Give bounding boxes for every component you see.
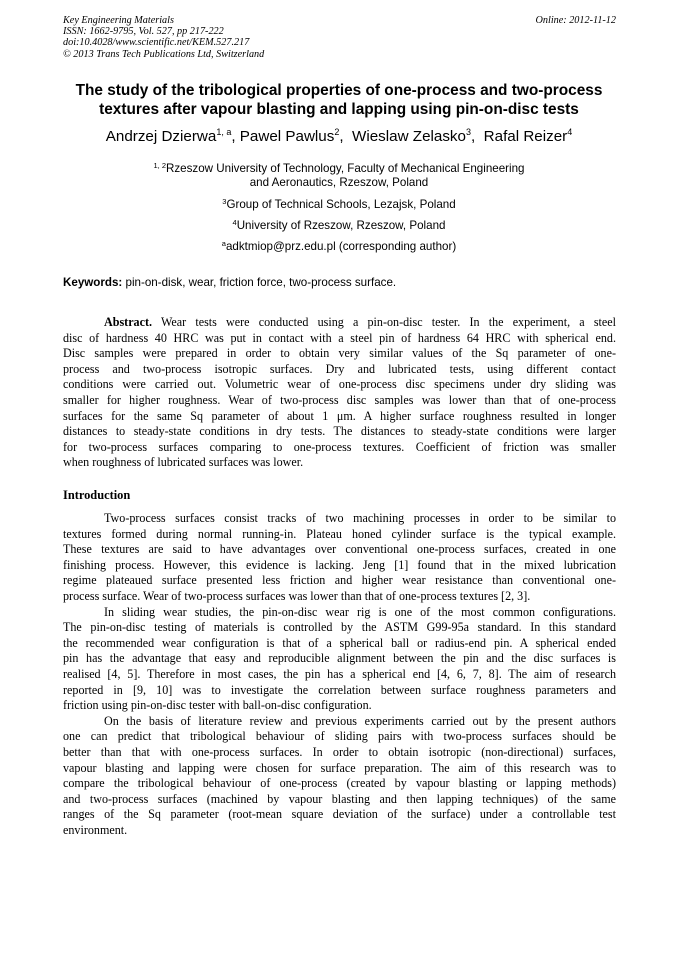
journal-copyright: © 2013 Trans Tech Publications Ltd, Switzerland — [63, 48, 265, 60]
corresponding-email — [55, 240, 623, 254]
affiliation-mark: 1, 2 — [153, 161, 166, 170]
abstract-line: for two-process surfaces comparing to one-process textures. Coefficient of friction was smaller — [63, 439, 616, 454]
title-line-2: textures after vapour blasting and lapping using pin-on-disc tests — [99, 101, 579, 118]
keywords-label: Keywords: — [63, 276, 123, 289]
paragraph-line: textures formed during normal running-in. Plateau honed cylinder surface is the typical example. — [63, 526, 616, 541]
title-line-1: The study of the tribological properties of one-process and two-process — [75, 82, 603, 99]
affiliation-1-2 — [55, 162, 623, 190]
paragraph-line: ranges of the Sq parameter (root-mean square deviation of the surface) under a controllable test — [63, 807, 616, 822]
paragraph-line: In sliding wear studies, the pin-on-disc wear rig is one of the most common configurations. — [104, 604, 616, 619]
affiliation-text: Rzeszow University of Technology, Faculty of Mechanical Engineering — [166, 162, 525, 175]
paragraph-line: friction using pin-on-disc tester with ball-on-disc configuration. — [63, 698, 372, 713]
journal-header — [63, 15, 616, 60]
author-name: Pawel Pawlus — [239, 128, 335, 145]
abstract-label: Abstract. — [104, 315, 153, 329]
paragraph-line: the recommended wear configuration is that of a spherical ball or radius-end pin. A spherical ended — [63, 635, 616, 650]
author-separator: , — [339, 128, 353, 145]
paragraph-line: On the basis of literature review and previous experiments carried out by the present authors — [104, 713, 616, 728]
abstract-line: distances to steady-state conditions in dry tests. The distances to steady-state conditions were larger — [63, 424, 616, 439]
author-affiliation-mark: 1, a — [216, 127, 232, 137]
paragraph-line: finishing process. However, this evidence is lacking. Jeng [1] found that in the mixed lubrication — [63, 557, 616, 572]
author-separator: , — [470, 128, 484, 145]
affiliation-text: Group of Technical Schools, Lezajsk, Poland — [226, 198, 456, 211]
abstract — [63, 315, 616, 471]
affiliation-3 — [55, 198, 623, 212]
author-name: Rafal Reizer — [483, 128, 568, 145]
paragraph-line: and two-process surfaces (machined by vapour blasting and then lapping techniques) of the same — [63, 791, 616, 806]
abstract-line: Disc samples were prepared in order to obtain very similar values of the Sq parameter of one- — [63, 346, 616, 361]
journal-name: Key Engineering Materials — [63, 15, 174, 26]
abstract-line: when roughness of lubricated surfaces was lower. — [63, 455, 304, 470]
affiliation-mark: 3 — [222, 197, 227, 206]
paragraph-line: pin has the advantage that easy and reproducible alignment between the pin and the disc surfaces is — [63, 651, 616, 666]
paragraph-line: environment. — [63, 822, 128, 837]
paragraph-line: vapour blasting and lapping were chosen for surface preparation. The aim of this research was to — [63, 760, 616, 775]
paragraph-line: compare the tribological behaviour of one-process (created by vapour blasting or lapping methods) — [63, 776, 616, 791]
paragraph-line: reported in [9, 10] was to investigate the correlation between surface roughness parameters and — [63, 682, 616, 697]
author-affiliation-mark: 4 — [567, 127, 573, 137]
abstract-line: surfaces for the same Sq parameter of about 1 μm. A higher surface roughness resulted in longer — [63, 408, 616, 423]
paragraph-line: The pin-on-disc testing of materials is controlled by the ASTM G99-95a standard. In this standard — [63, 620, 616, 635]
section-heading-introduction: Introduction — [63, 488, 131, 502]
paragraph-line: These textures are said to have advantages over conventional one-process surfaces, created in one — [63, 542, 616, 557]
paragraph-line: Two-process surfaces consist tracks of two machining processes in order to be similar to — [104, 511, 616, 525]
keywords — [63, 276, 616, 290]
affiliation-mark: a — [221, 239, 226, 248]
online-date: Online: 2012-11-12 — [535, 15, 616, 26]
paragraph-line: process surface. Wear of two-process surfaces was lower than that of one-process textures [2, 3]. — [63, 588, 531, 603]
introduction-body — [63, 511, 616, 838]
author-list — [55, 127, 623, 147]
author-affiliation-mark: 2 — [334, 127, 340, 137]
affiliation-4 — [55, 219, 623, 233]
abstract-line: Wear tests were conducted using a pin-on-disc tester. In the experiment, a steel — [152, 315, 616, 329]
affiliation-text: and Aeronautics, Rzeszow, Poland — [249, 176, 429, 190]
paragraph-line: one can predict that tribological behaviour of sliding pairs with two-process surfaces should be — [63, 729, 616, 744]
abstract-line: disc of hardness 40 HRC was put in contact with a steel pin of hardness 64 HRC with spherical end. — [63, 330, 616, 345]
author-name: Wieslaw Zelasko — [352, 128, 466, 145]
author-name: Andrzej Dzierwa — [105, 128, 217, 145]
keywords-text: pin-on-disk, wear, friction force, two-process surface. — [122, 276, 397, 289]
affiliation-text: University of Rzeszow, Rzeszow, Poland — [236, 219, 446, 232]
email-text: adktmiop@prz.edu.pl (corresponding author) — [225, 240, 457, 253]
paragraph-line: better than that with one-process surfaces. In order to obtain isotropic (non-directional) surfaces, — [63, 744, 616, 759]
journal-doi: doi:10.4028/www.scientific.net/KEM.527.217 — [63, 37, 250, 49]
author-affiliation-mark: 3 — [465, 127, 471, 137]
paragraph-line: regime plateaued surface presented less friction and higher wear resistance than conventional one- — [63, 573, 616, 588]
abstract-line: conditions were carried out. Volumetric wear of one-process disc specimens under dry sliding was — [63, 377, 616, 392]
affiliation-mark: 4 — [232, 218, 237, 227]
journal-issn: ISSN: 1662-9795, Vol. 527, pp 217-222 — [63, 26, 224, 38]
paragraph-line: realised [4, 5]. Therefore in most cases, the pin has a spherical end [4, 6, 7, 8]. The aim of research — [63, 666, 616, 681]
author-separator: , — [231, 128, 240, 145]
paper-title — [55, 81, 623, 119]
abstract-line: process and two-process isotropic surfaces. Dry and lubricated tests, using different contact — [63, 361, 616, 376]
abstract-line: smaller for higher roughness. Wear of two-process disc samples was lower than that of one-process — [63, 392, 616, 407]
